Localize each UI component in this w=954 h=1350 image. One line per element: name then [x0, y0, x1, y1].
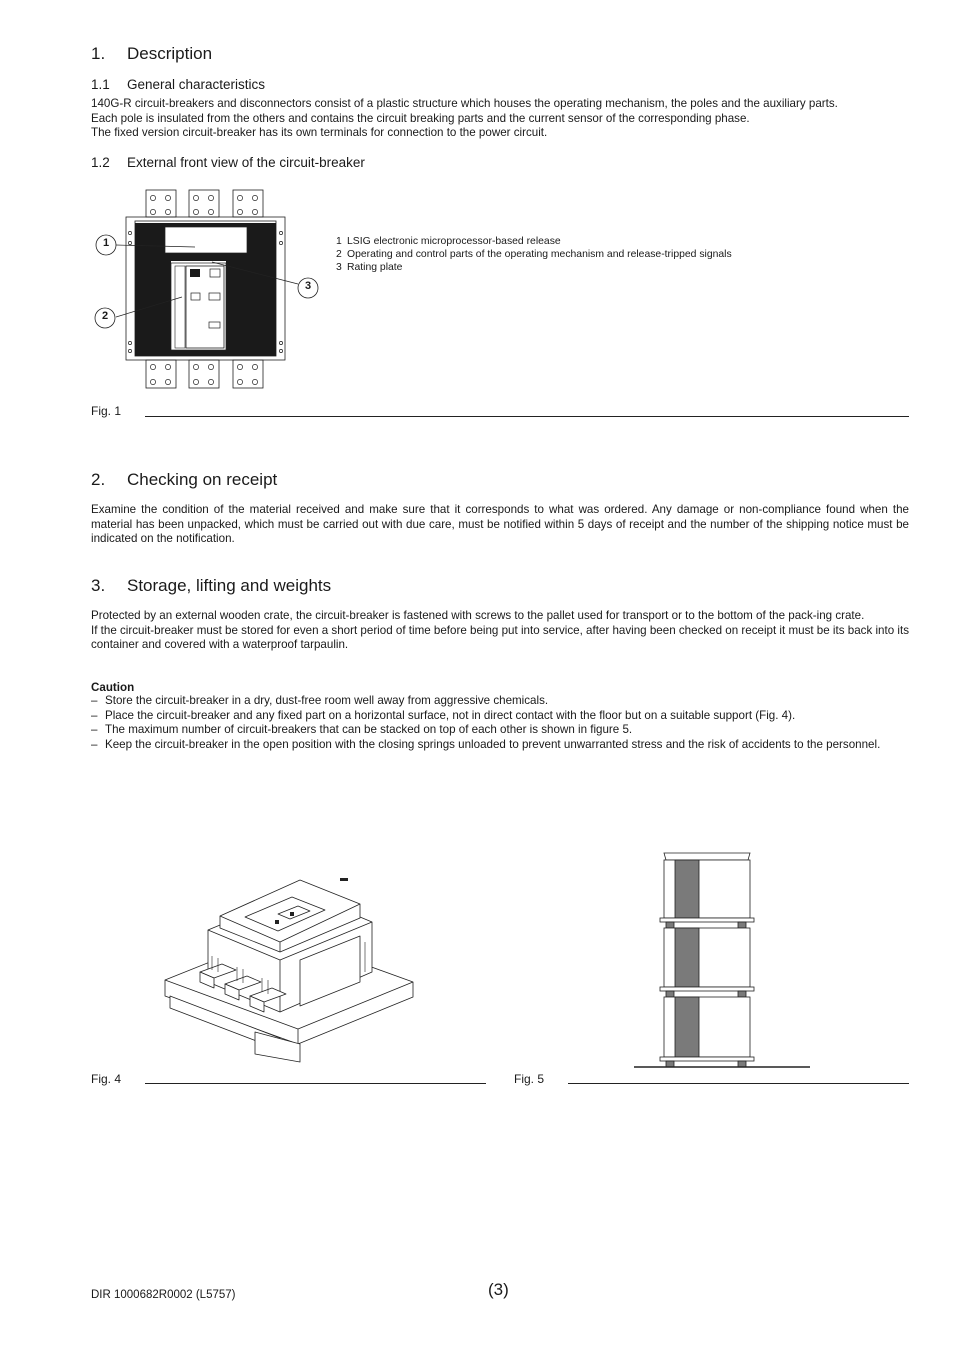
paragraph: The fixed version circuit-breaker has its own terminals for connection to the power circuit.: [91, 126, 548, 140]
paragraph: Protected by an external wooden crate, the circuit-breaker is fastened with screws to the pallet used for transport or to the bottom of the pack-ing crate.: [91, 609, 865, 622]
section-1-2-heading: [91, 155, 365, 170]
paragraph: Each pole is insulated from the others and contains the circuit breaking parts and the current sensor of the corresponding phase.: [91, 111, 750, 125]
checking-on-receipt-text: Examine the condition of the material received and make sure that it corresponds to what was ordered. Any damage or non-compliance found when the material has been unpacked, which must be carried out with due care, must be notified within 5 days of receipt and the number of the shipping notice must be indicated on the notification.: [91, 503, 909, 546]
legend-item: 1 LSIG electronic microprocessor-based release: [336, 236, 561, 247]
stacked-breakers-drawing: [630, 850, 815, 1072]
figure-4-caption: Fig. 4: [91, 1072, 122, 1086]
caution-list: [91, 694, 909, 752]
legend-item: 3 Rating plate: [336, 262, 403, 273]
section-2-heading: [91, 470, 277, 490]
section-2-number: 2.: [91, 470, 106, 489]
list-item: – Place the circuit-breaker and any fixed part on a horizontal surface, not in direct contact with the floor but on a suitable support (Fig. 4).: [91, 709, 909, 724]
section-1-2-title: External front view of the circuit-breaker: [127, 155, 365, 170]
general-characteristics-text: [91, 97, 909, 141]
breaker-on-pallet-drawing: [160, 872, 420, 1067]
figure-1-legend: [336, 235, 732, 274]
figure-1-caption: Fig. 1: [91, 404, 122, 418]
section-3-number: 3.: [91, 576, 106, 595]
list-item: – Keep the circuit-breaker in the open position with the closing springs unloaded to prevent unwarranted stress and the risk of accidents to the personnel.: [91, 738, 909, 753]
figure-5-rule: [568, 1083, 909, 1084]
circuit-breaker-front-view-drawing: [90, 185, 330, 395]
list-item: – The maximum number of circuit-breakers that can be stacked on top of each other is shown in figure 5.: [91, 723, 909, 738]
page-number: (3): [488, 1280, 509, 1299]
callout-2: 2: [101, 310, 109, 322]
section-2-title: Checking on receipt: [127, 470, 278, 489]
figure-5-caption: Fig. 5: [514, 1072, 545, 1086]
document-code: DIR 1000682R0002 (L5757): [91, 1289, 236, 1301]
section-1-heading: [91, 44, 212, 64]
paragraph: If the circuit-breaker must be stored for even a short period of time before being put into service, after having been checked on receipt it must be its back into its container and covered with a waterproof tarpaulin.: [91, 623, 909, 652]
section-1-number: 1.: [91, 44, 106, 63]
section-3-title: Storage, lifting and weights: [127, 576, 332, 595]
section-1-1-number: 1.1: [91, 77, 110, 92]
caution-title: Caution: [91, 681, 135, 694]
callout-3: 3: [304, 280, 312, 292]
paragraph: 140G-R circuit-breakers and disconnectors consist of a plastic structure which houses the operating mechanism, the poles and the auxiliary parts.: [91, 97, 838, 110]
section-1-title: Description: [127, 44, 213, 63]
figure-4-rule: [145, 1083, 486, 1084]
section-1-2-number: 1.2: [91, 155, 110, 170]
callout-1: 1: [102, 237, 110, 249]
list-item: – Store the circuit-breaker in a dry, dust-free room well away from aggressive chemicals.: [91, 694, 909, 709]
legend-item: 2 Operating and control parts of the operating mechanism and release-tripped signals: [336, 249, 732, 260]
section-3-heading: [91, 576, 331, 596]
section-1-1-heading: [91, 77, 265, 92]
figure-1-rule: [145, 416, 909, 417]
storage-text: [91, 609, 909, 653]
section-1-1-title: General characteristics: [127, 77, 266, 92]
caution-block: [91, 681, 909, 752]
